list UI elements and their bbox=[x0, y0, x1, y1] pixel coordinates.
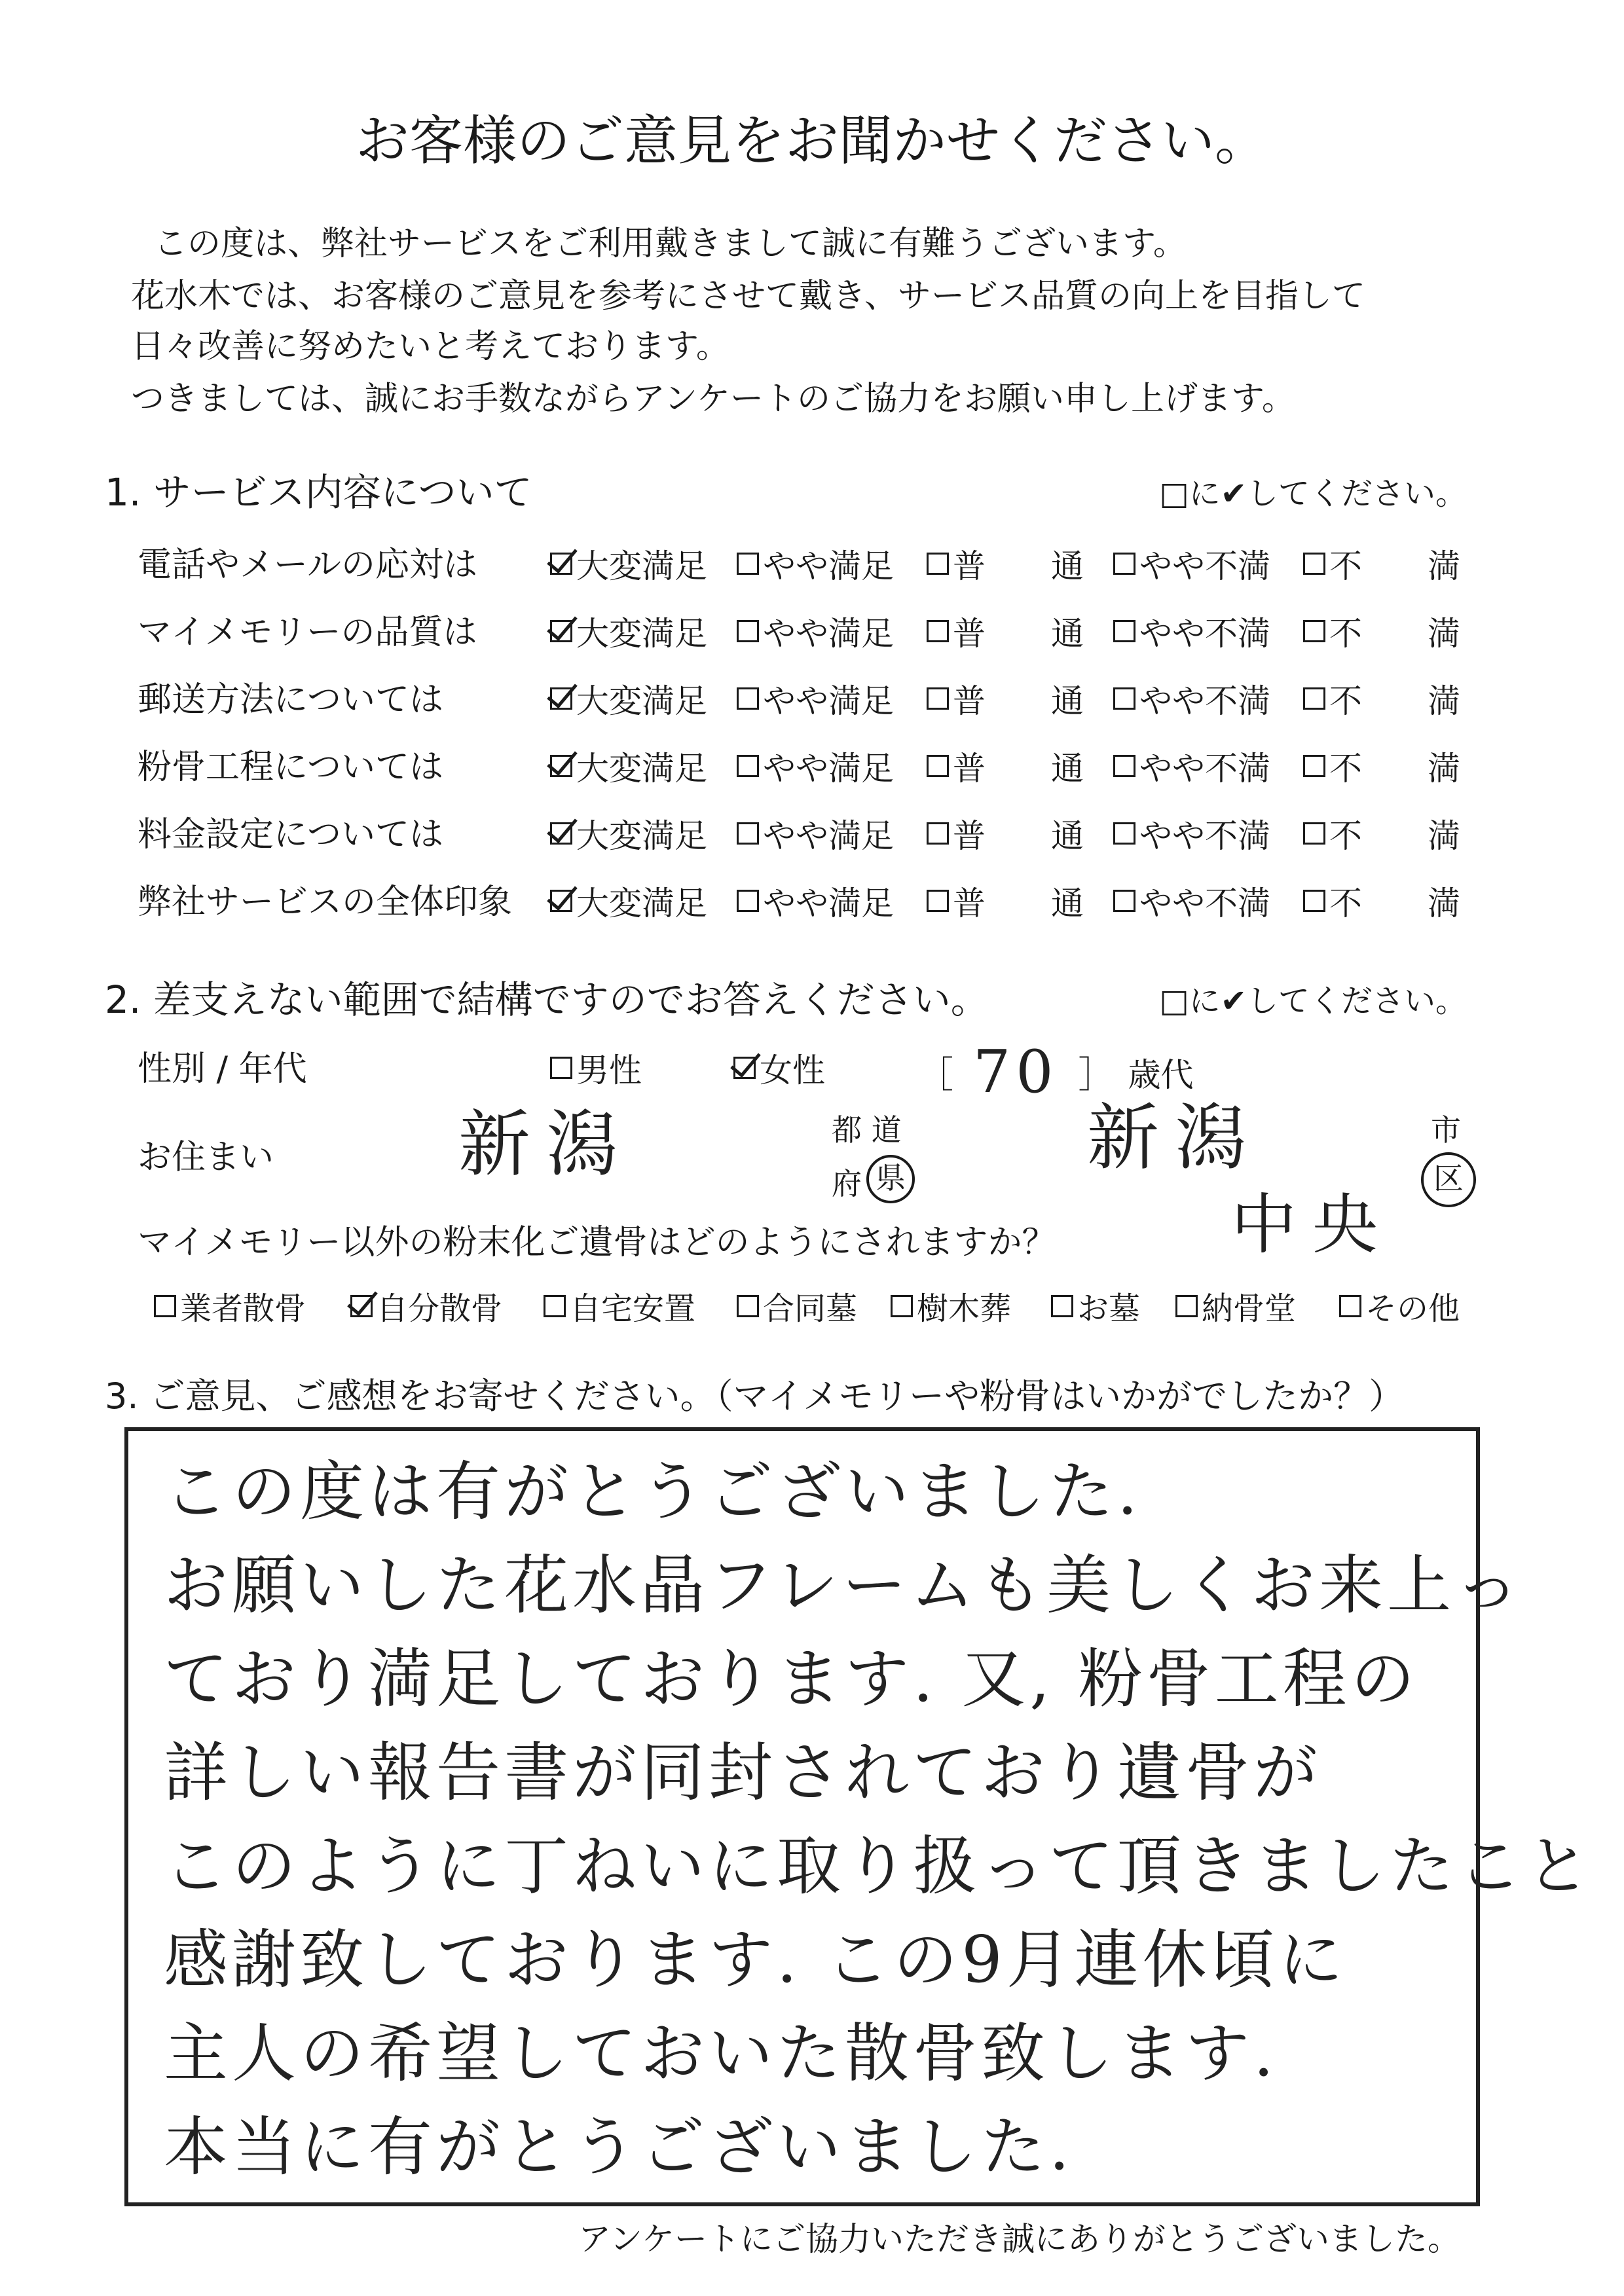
rating-checkbox[interactable] bbox=[1303, 687, 1325, 710]
rating-option[interactable]: やや不満 bbox=[1113, 810, 1270, 857]
rating-option[interactable]: やや満足 bbox=[737, 675, 894, 722]
rating-checkbox[interactable] bbox=[550, 620, 572, 642]
remains-checkbox[interactable] bbox=[1175, 1295, 1198, 1317]
rating-option[interactable]: 普 通 bbox=[927, 608, 1084, 655]
comment-line: 本当に有がとうございました. bbox=[164, 2110, 1074, 2185]
rating-option[interactable]: やや不満 bbox=[1113, 742, 1270, 790]
rating-option[interactable]: やや満足 bbox=[737, 608, 894, 655]
rating-option[interactable]: やや不満 bbox=[1113, 675, 1270, 722]
rating-checkbox[interactable] bbox=[550, 755, 572, 777]
remains-option[interactable]: 樹木葬 bbox=[891, 1283, 1011, 1328]
footer-thanks: アンケートにご協力いただき誠にありがとうございました。 bbox=[578, 2220, 1460, 2258]
rating-option[interactable]: 大変満足 bbox=[550, 810, 707, 857]
rating-checkbox[interactable] bbox=[1113, 822, 1135, 845]
remains-option[interactable]: 自宅安置 bbox=[544, 1283, 695, 1328]
remains-checkbox[interactable] bbox=[1051, 1295, 1073, 1317]
remains-option[interactable]: 業者散骨 bbox=[154, 1283, 306, 1328]
rating-checkbox[interactable] bbox=[550, 890, 572, 912]
rating-checkbox[interactable] bbox=[550, 553, 572, 575]
question-label: 弊社サービスの全体印象 bbox=[138, 883, 513, 922]
rating-checkbox[interactable] bbox=[550, 822, 572, 845]
rating-option[interactable]: やや不満 bbox=[1113, 540, 1270, 587]
intro-line-4: つきましては、誠にお手数ながらアンケートのご協力をお願い申し上げます。 bbox=[131, 380, 1295, 418]
gender-age-label: 性別 / 年代 bbox=[138, 1049, 307, 1089]
comment-line: この度は有がとうございました. bbox=[164, 1455, 1142, 1529]
comment-line: ており満足しております. 又, 粉骨工程の bbox=[164, 1642, 1419, 1717]
rating-checkbox[interactable] bbox=[927, 755, 949, 777]
rating-checkbox[interactable] bbox=[737, 890, 759, 912]
rating-option[interactable]: 大変満足 bbox=[550, 540, 707, 587]
prefecture-suffix-ken: 県 bbox=[866, 1155, 915, 1203]
comment-line: 主人の希望しておいた散骨致します. bbox=[164, 2016, 1278, 2091]
rating-option[interactable]: 普 通 bbox=[927, 540, 1084, 587]
prefecture-value: 新潟 bbox=[458, 1102, 634, 1186]
rating-checkbox[interactable] bbox=[1303, 620, 1325, 642]
remains-checkbox[interactable] bbox=[544, 1295, 566, 1317]
rating-option[interactable]: 不 満 bbox=[1303, 810, 1460, 857]
city-suffix: 市 bbox=[1431, 1112, 1461, 1148]
question-label: 料金設定については bbox=[138, 815, 443, 854]
rating-checkbox[interactable] bbox=[737, 553, 759, 575]
question-label: マイメモリーの品質は bbox=[138, 613, 477, 652]
remains-checkbox[interactable] bbox=[350, 1295, 373, 1317]
remains-question: マイメモリー以外の粉末化ご遺骨はどのようにされますか？ bbox=[138, 1223, 1056, 1262]
rating-option[interactable]: 不 満 bbox=[1303, 675, 1460, 722]
section-1-title: 1. サービス内容について bbox=[105, 470, 532, 515]
rating-checkbox[interactable] bbox=[1303, 553, 1325, 575]
remains-option[interactable]: 自分散骨 bbox=[350, 1283, 502, 1328]
rating-option[interactable]: 大変満足 bbox=[550, 675, 707, 722]
rating-checkbox[interactable] bbox=[737, 620, 759, 642]
rating-option[interactable]: やや不満 bbox=[1113, 877, 1270, 924]
intro-line-2: 花水木では、お客様のご意見を参考にさせて戴き、サービス品質の向上を目指して bbox=[131, 277, 1365, 316]
rating-option[interactable]: 普 通 bbox=[927, 675, 1084, 722]
comment-line: 詳しい報告書が同封されており遺骨が bbox=[164, 1736, 1322, 1810]
remains-option[interactable]: その他 bbox=[1339, 1283, 1460, 1328]
rating-checkbox[interactable] bbox=[927, 890, 949, 912]
rating-option[interactable]: 不 満 bbox=[1303, 540, 1460, 587]
gender-male-option[interactable]: 男性 bbox=[550, 1044, 642, 1091]
gender-female-checkbox[interactable] bbox=[733, 1057, 756, 1079]
rating-checkbox[interactable] bbox=[927, 553, 949, 575]
gender-male-checkbox[interactable] bbox=[550, 1057, 572, 1079]
rating-option[interactable]: やや満足 bbox=[737, 810, 894, 857]
comment-line: 感謝致しております. この9月連休頃に bbox=[164, 1923, 1347, 1997]
remains-option[interactable]: お墓 bbox=[1051, 1283, 1140, 1328]
rating-option[interactable]: 大変満足 bbox=[550, 742, 707, 790]
rating-option[interactable]: 不 満 bbox=[1303, 877, 1460, 924]
page-title: お客様のご意見をお聞かせください。 bbox=[355, 110, 1268, 172]
rating-option[interactable]: やや満足 bbox=[737, 877, 894, 924]
intro-line-1: この度は、弊社サービスをご利用戴きまして誠に有難うございます。 bbox=[154, 225, 1187, 263]
section-1-note: □に✔してください。 bbox=[1159, 475, 1467, 512]
rating-option[interactable]: 大変満足 bbox=[550, 608, 707, 655]
rating-option[interactable]: やや満足 bbox=[737, 540, 894, 587]
city-value: 新潟 bbox=[1087, 1096, 1263, 1180]
rating-checkbox[interactable] bbox=[1303, 822, 1325, 845]
question-label: 電話やメールの応対は bbox=[138, 545, 477, 585]
rating-checkbox[interactable] bbox=[1113, 687, 1135, 710]
rating-checkbox[interactable] bbox=[927, 822, 949, 845]
ward-value: 中央 bbox=[1231, 1186, 1393, 1263]
remains-option[interactable]: 納骨堂 bbox=[1175, 1283, 1296, 1328]
prefecture-suffix-fu: 府 bbox=[832, 1166, 862, 1201]
remains-checkbox[interactable] bbox=[737, 1295, 759, 1317]
rating-checkbox[interactable] bbox=[927, 620, 949, 642]
rating-checkbox[interactable] bbox=[1113, 890, 1135, 912]
rating-option[interactable]: 不 満 bbox=[1303, 742, 1460, 790]
section-2-title: 2. 差支えない範囲で結構ですのでお答えください。 bbox=[105, 977, 989, 1022]
rating-option[interactable]: やや満足 bbox=[737, 742, 894, 790]
rating-option[interactable]: 不 満 bbox=[1303, 608, 1460, 655]
rating-checkbox[interactable] bbox=[1303, 890, 1325, 912]
rating-checkbox[interactable] bbox=[1113, 620, 1135, 642]
age-value: 70 bbox=[973, 1038, 1059, 1106]
age-field[interactable]: ［ 70 ］ 歳代 bbox=[917, 1038, 1194, 1106]
rating-option[interactable]: 普 通 bbox=[927, 742, 1084, 790]
rating-option[interactable]: 普 通 bbox=[927, 877, 1084, 924]
section-2-note: □に✔してください。 bbox=[1159, 983, 1467, 1019]
rating-option[interactable]: やや不満 bbox=[1113, 608, 1270, 655]
remains-option[interactable]: 合同墓 bbox=[737, 1283, 857, 1328]
address-label: お住まい bbox=[138, 1138, 274, 1177]
gender-female-option[interactable]: 女性 bbox=[733, 1044, 825, 1091]
rating-checkbox[interactable] bbox=[927, 687, 949, 710]
intro-line-3: 日々改善に努めたいと考えております。 bbox=[131, 327, 729, 366]
remains-checkbox[interactable] bbox=[1339, 1295, 1361, 1317]
rating-checkbox[interactable] bbox=[737, 822, 759, 845]
rating-checkbox[interactable] bbox=[1303, 755, 1325, 777]
question-label: 粉骨工程については bbox=[138, 748, 443, 787]
ward-suffix: 区 bbox=[1421, 1152, 1476, 1207]
question-label: 郵送方法については bbox=[138, 680, 443, 720]
rating-checkbox[interactable] bbox=[1113, 553, 1135, 575]
comment-line: このように丁ねいに取り扱って頂きましたこと bbox=[164, 1829, 1595, 1904]
section-3-title: 3. ご意見、ご感想をお寄せください。（マイメモリーや粉骨はいかがでしたか？） bbox=[105, 1376, 1405, 1417]
rating-checkbox[interactable] bbox=[737, 755, 759, 777]
remains-checkbox[interactable] bbox=[891, 1295, 913, 1317]
remains-checkbox[interactable] bbox=[154, 1295, 176, 1317]
rating-option[interactable]: 普 通 bbox=[927, 810, 1084, 857]
rating-checkbox[interactable] bbox=[1113, 755, 1135, 777]
rating-option[interactable]: 大変満足 bbox=[550, 877, 707, 924]
rating-checkbox[interactable] bbox=[550, 687, 572, 710]
rating-checkbox[interactable] bbox=[737, 687, 759, 710]
comment-line: お願いした花水晶フレームも美しくお来上っ bbox=[164, 1548, 1524, 1623]
prefecture-suffix-todo: 都 道 bbox=[832, 1112, 902, 1148]
